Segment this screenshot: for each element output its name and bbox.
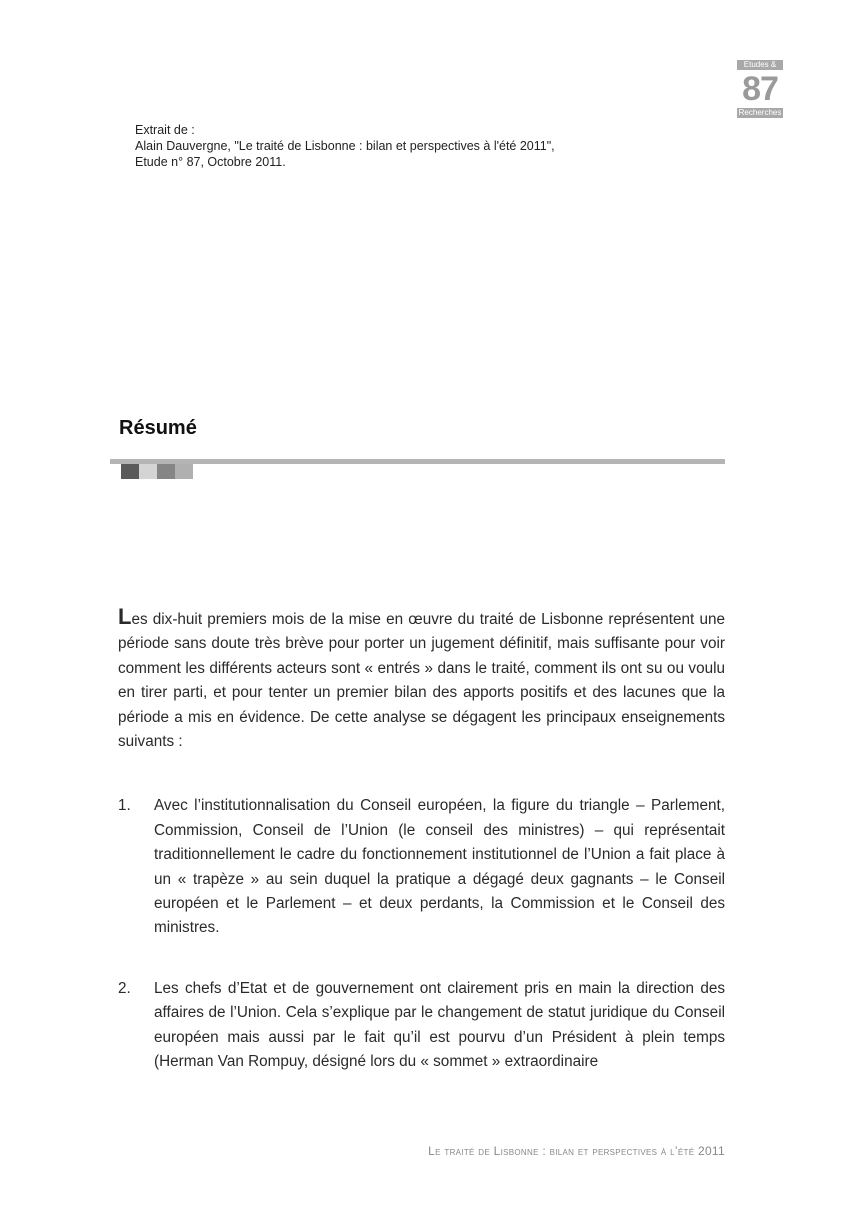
decor-square [121,464,139,479]
decor-square [139,464,157,479]
extract-line: Etude n° 87, Octobre 2011. [135,155,286,169]
list-text: Les chefs d’Etat et de gouvernement ont clairement pris en main la direction des affaires de l’Union. Cela s’explique par le changement de statut juridique du Conseil européen mais aussi par le fait qu’il est pourvu d’un Président à plein temps (Herman Van Rompuy, désigné lors du « sommet » extraordinaire [154,979,725,1071]
list-text: Avec l’institutionnalisation du Conseil européen, la figure du triangle – Parlement, Commission, Conseil de l’Union (le conseil des ministres) – qui représentait traditionnellement le cadre du fonctionnement institutionnel de l’Union a fait place à un « trapèze » au sein duquel la pratique a dégagé deux gagnants – le Conseil européen et le Parlement – et deux perdants, la Commission et le Conseil des ministres. [154,797,725,937]
body-flow [118,605,725,1111]
title-rule [110,459,725,464]
list-item [118,794,725,940]
list-number: 2. [118,979,131,997]
extract-line: Alain Dauvergne, "Le traité de Lisbonne : bilan et perspectives à l'été 2011", [135,139,555,153]
logo-number: 87 [742,70,778,108]
intro-text: es dix-huit premiers mois de la mise en œuvre du traité de Lisbonne représentent une période sans doute très brève pour porter un jugement définitif, mais suffisante pour voir comment les différents acteurs sont « entrés » dans le traité, comment ils ont su ou voulu en tirer parti, et pour tenter un premier bilan des apports positifs et des lacunes que la période a mis en évidence. De cette analyse se dégagent les principaux enseignements suivants : [118,611,725,751]
logo-top: Etudes & [737,60,783,70]
intro-paragraph [118,605,725,754]
running-footer: Le traité de Lisbonne : bilan et perspectives à l’été 2011 [428,1144,725,1158]
extract-citation [135,122,555,170]
list-item [118,977,725,1075]
section-title: Résumé [119,417,197,439]
extract-line: Extrait de : [135,123,195,137]
drop-cap: L [118,604,132,629]
list-number: 1. [118,797,131,815]
logo-bottom: Recherches [738,108,782,117]
decor-square [175,464,193,479]
series-logo [737,60,783,118]
decor-square [157,464,175,479]
